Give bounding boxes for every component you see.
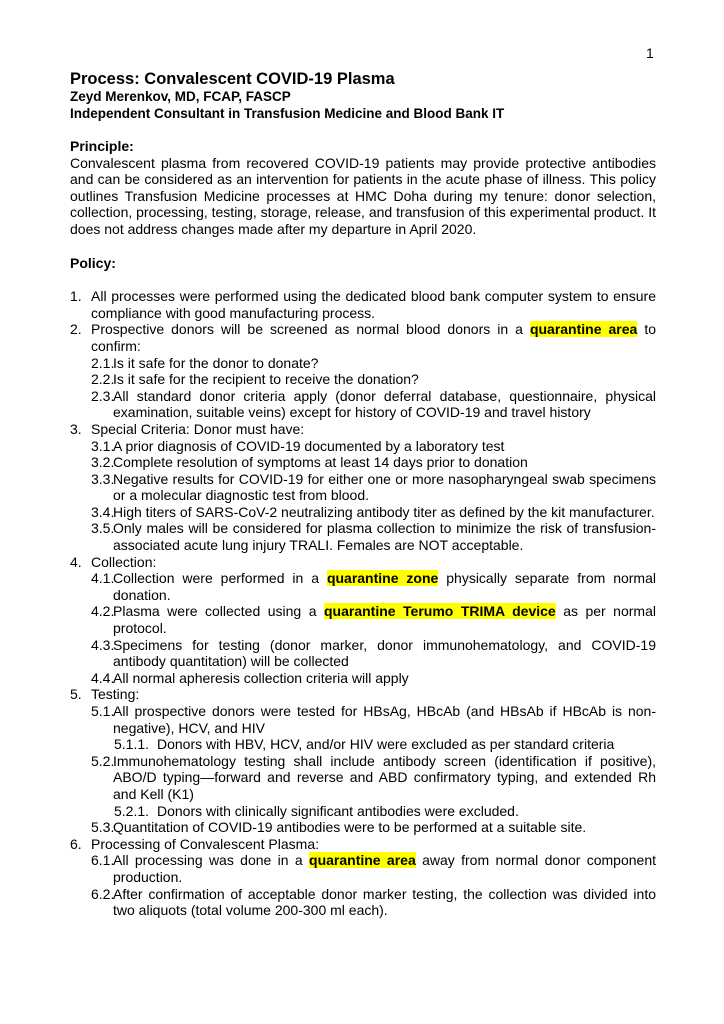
item-number: 5.2. <box>91 752 115 769</box>
highlighted-text: quarantine zone <box>326 570 439 587</box>
document-body <box>70 70 656 919</box>
item-number: 5.3. <box>91 819 115 836</box>
policy-item-5 <box>70 686 656 703</box>
item-number: 4. <box>70 553 82 570</box>
item-text: physically separate from normal donation. <box>113 570 656 603</box>
item-number: 3.1. <box>91 437 115 454</box>
policy-subitem-4-1 <box>70 570 656 603</box>
item-text: All processing was done in a <box>113 852 310 869</box>
policy-subitem-3-5 <box>70 520 656 553</box>
item-text: Only males will be considered for plasma collection to minimize the risk of transfusion-associated acute lung injury TRALI. Females are NOT acceptable. <box>113 520 656 554</box>
item-text: away from normal donor component production. <box>113 852 657 885</box>
policy-subitem-6-2 <box>70 886 656 919</box>
item-text: After confirmation of acceptable donor marker testing, the collection was divided into two aliquots (total volume 200-300 ml each). <box>113 885 656 919</box>
item-number: 4.1. <box>91 570 115 587</box>
item-text: All prospective donors were tested for HBsAg, HBcAb (and HBsAb if HBcAb is non-negative), HCV, and HIV <box>113 703 656 736</box>
item-number: 5.1.1. <box>114 736 150 753</box>
policy-item-4 <box>70 554 656 571</box>
item-text: Quantitation of COVID-19 antibodies were to be performed at a suitable site. <box>113 819 587 836</box>
author-affiliation: Independent Consultant in Transfusion Medicine and Blood Bank IT <box>70 105 505 121</box>
policy-subitem-6-1 <box>70 852 656 885</box>
item-number: 5.1. <box>91 703 115 719</box>
item-number: 1. <box>70 288 82 305</box>
item-number: 6.2. <box>91 885 115 902</box>
item-text: Is it safe for the donor to donate? <box>113 354 319 371</box>
policy-subitem-4-4 <box>70 670 656 687</box>
item-number: 2. <box>70 321 82 338</box>
item-text: A prior diagnosis of COVID-19 documented by a laboratory test <box>113 437 505 454</box>
policy-subitem-3-3 <box>70 471 656 504</box>
item-text: All processes were performed using the dedicated blood bank computer system to ensure compliance with good manufacturing process. <box>91 288 656 321</box>
policy-item-2 <box>70 321 656 354</box>
principle-text: Convalescent plasma from recovered COVID-19 patients may provide protective antibodies and can be considered as an intervention for patients in the acute phase of illness. This policy outlines Transfusion Medicine processes at HMC Doha during my tenure: donor selection, collection, processing, testing, storage, release, and transfusion of this experimental product. It does not address changes made after my departure in April 2020. <box>70 154 656 237</box>
policy-subitem-3-2 <box>70 454 656 471</box>
policy-heading: Policy: <box>70 254 116 271</box>
highlighted-text: quarantine area <box>529 321 638 338</box>
item-text: Processing of Convalescent Plasma: <box>91 835 319 852</box>
item-number: 5.2.1. <box>114 802 150 819</box>
policy-subitem-5-2 <box>70 753 656 803</box>
item-number: 3. <box>70 420 82 437</box>
policy-subitem-2-1 <box>70 355 656 372</box>
item-number: 3.3. <box>91 470 115 487</box>
item-number: 2.3. <box>91 387 115 404</box>
policy-list <box>70 288 656 919</box>
author-name: Zeyd Merenkov, MD, FCAP, FASCP <box>70 89 291 104</box>
item-text: Special Criteria: Donor must have: <box>91 420 305 437</box>
item-number: 5. <box>70 686 82 703</box>
policy-item-3 <box>70 421 656 438</box>
item-text: Testing: <box>91 686 140 703</box>
item-text: Collection were performed in a <box>113 570 327 587</box>
item-number: 4.4. <box>91 669 115 686</box>
policy-subitem-5-2-1 <box>70 803 656 820</box>
policy-subitem-5-1-1 <box>70 736 656 753</box>
item-text: Collection: <box>91 553 157 570</box>
item-text: Immunohematology testing shall include antibody screen (identification if positive), ABO/D typing—forward and reverse and ABD confirmatory typing, and extended Rh and Kell (K1) <box>113 752 656 802</box>
item-text: High titers of SARS-CoV-2 neutralizing antibody titer as defined by the kit manufacturer. <box>113 503 655 520</box>
policy-item-1 <box>70 288 656 321</box>
policy-subitem-3-4 <box>70 504 656 521</box>
item-number: 3.5. <box>91 520 115 537</box>
policy-subitem-5-3 <box>70 819 656 836</box>
policy-item-6 <box>70 836 656 853</box>
principle-heading: Principle: <box>70 138 134 154</box>
page-number: 1 <box>646 45 654 61</box>
document-title: Process: Convalescent COVID-19 Plasma <box>70 70 395 88</box>
policy-subitem-4-3 <box>70 637 656 670</box>
item-number: 2.1. <box>91 354 115 371</box>
item-text: Specimens for testing (donor marker, donor immunohematology, and COVID-19 antibody quantitation) will be collected <box>113 636 656 670</box>
item-number: 6. <box>70 835 82 852</box>
item-text: Prospective donors will be screened as normal blood donors in a <box>91 321 530 338</box>
highlighted-text: quarantine Terumo TRIMA device <box>323 603 556 620</box>
item-text: Donors with clinically significant antibodies were excluded. <box>157 802 519 819</box>
policy-subitem-5-1 <box>70 703 656 736</box>
policy-subitem-2-3 <box>70 388 656 421</box>
item-text: All normal apheresis collection criteria will apply <box>113 669 409 686</box>
item-number: 3.4. <box>91 503 115 520</box>
item-text: as per normal protocol. <box>113 603 656 637</box>
policy-subitem-3-1 <box>70 438 656 455</box>
item-text: Complete resolution of symptoms at least 14 days prior to donation <box>113 454 528 471</box>
item-text: Plasma were collected using a <box>113 603 324 620</box>
policy-subitem-2-2 <box>70 371 656 388</box>
item-text: All standard donor criteria apply (donor deferral database, questionnaire, physical examination, suitable veins) except for history of COVID-19 and travel history <box>113 387 656 421</box>
item-number: 3.2. <box>91 454 115 471</box>
policy-subitem-4-2 <box>70 603 656 636</box>
item-number: 4.2. <box>91 603 115 620</box>
item-number: 2.2. <box>91 371 115 388</box>
item-text: Donors with HBV, HCV, and/or HIV were excluded as per standard criteria <box>157 736 615 753</box>
item-text: Negative results for COVID-19 for either one or more nasopharyngeal swab specimens or a molecular diagnostic test from blood. <box>113 470 656 504</box>
item-text: to confirm: <box>91 321 657 354</box>
highlighted-text: quarantine area <box>309 852 416 869</box>
item-number: 4.3. <box>91 636 115 653</box>
item-text: Is it safe for the recipient to receive the donation? <box>113 371 419 388</box>
item-number: 6.1. <box>91 852 115 869</box>
